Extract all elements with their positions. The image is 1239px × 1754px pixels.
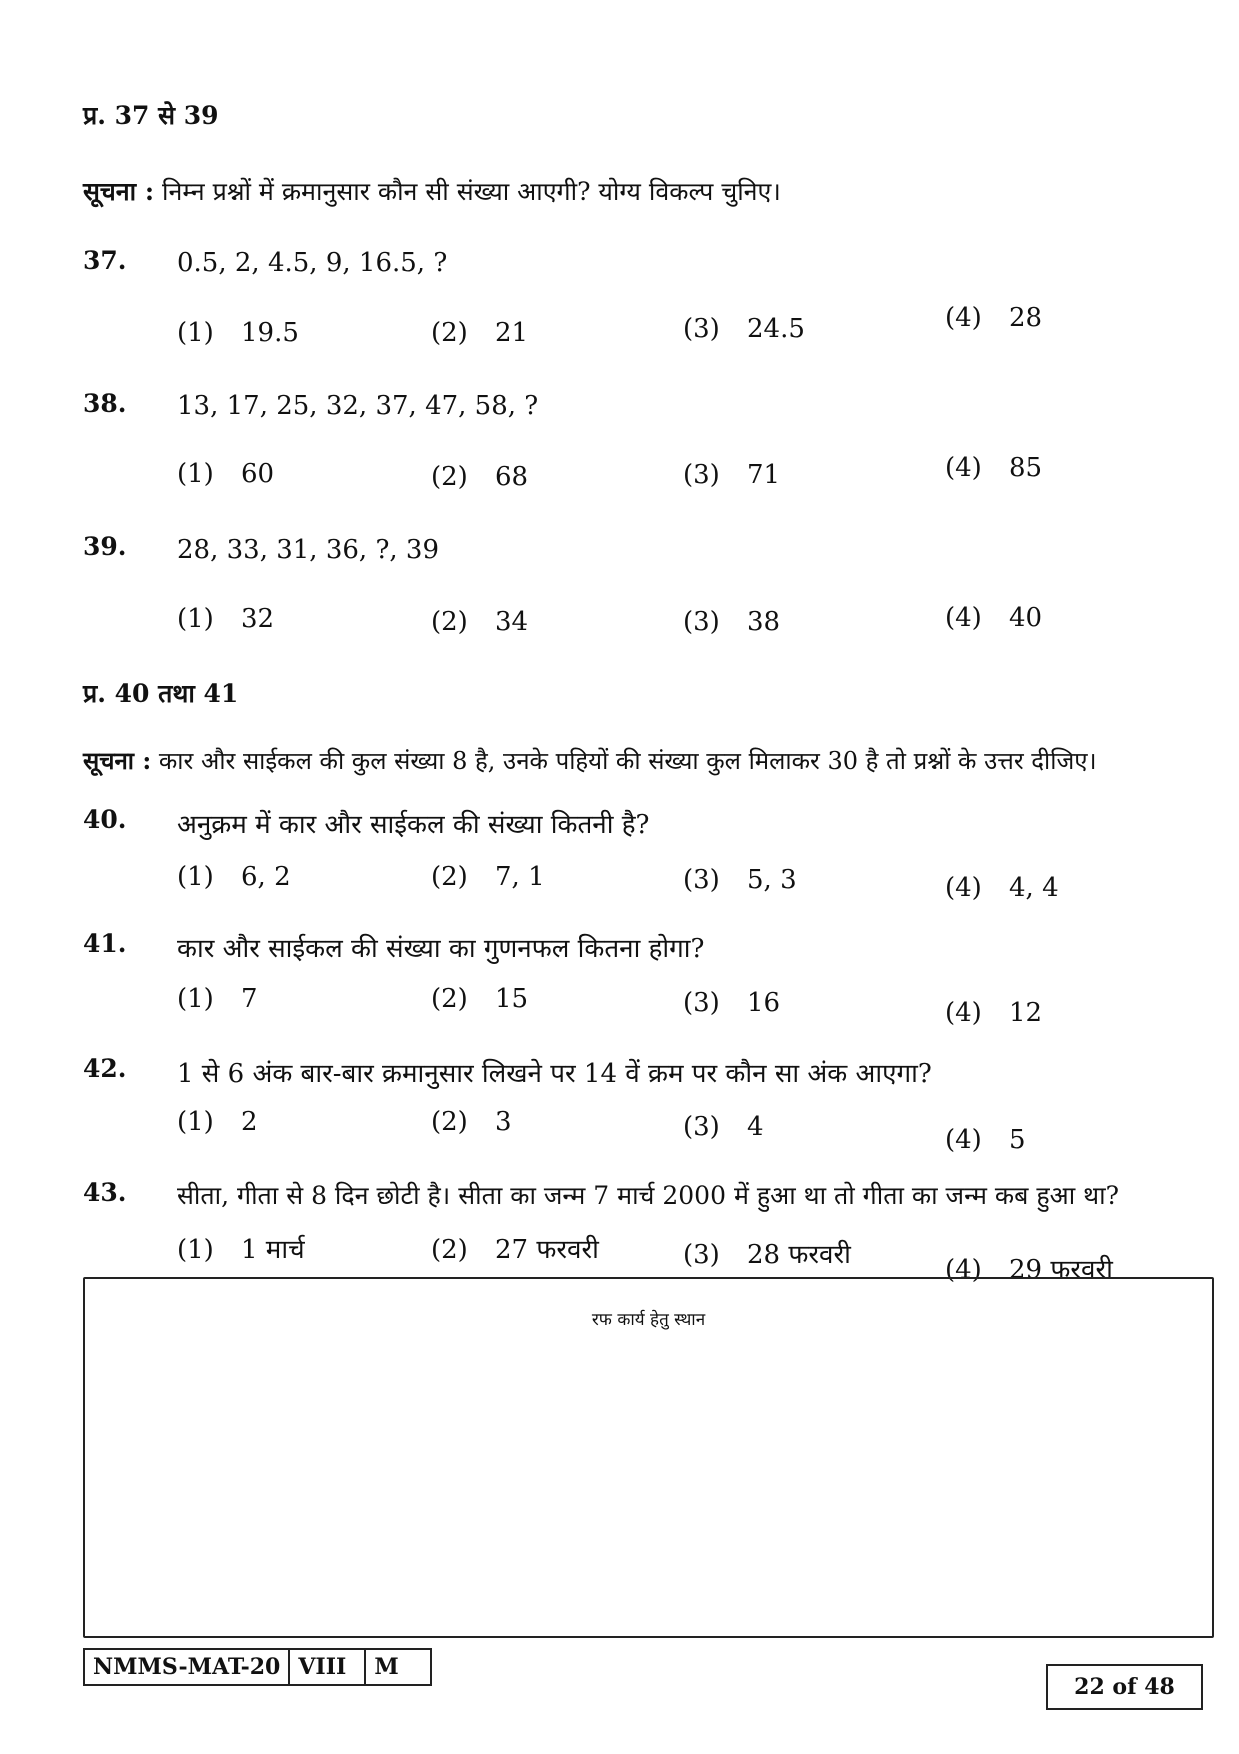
option-number: (2) — [431, 462, 468, 492]
option-number: (2) — [431, 318, 468, 348]
option-number: (2) — [431, 1235, 468, 1265]
option-4 — [945, 998, 1042, 1028]
section-note-40-41 — [83, 744, 1097, 777]
note-text: निम्न प्रश्नों में क्रमानुसार कौन सी संख्या आएगी? योग्य विकल्प चुनिए। — [162, 177, 781, 206]
question-text: सीता, गीता से 8 दिन छोटी है। सीता का जन्म 7 मार्च 2000 में हुआ था तो गीता का जन्म कब हुआ था? — [177, 1181, 1119, 1210]
option-value: 2 — [241, 1107, 258, 1137]
option-number: (3) — [683, 865, 720, 895]
option-3 — [683, 460, 780, 490]
option-value: 29 फरवरी — [1009, 1255, 1113, 1285]
option-2 — [431, 984, 528, 1014]
option-2 — [431, 462, 528, 492]
option-value: 27 फरवरी — [495, 1235, 599, 1265]
option-1 — [177, 1230, 305, 1266]
question-number: 42. — [83, 1054, 127, 1083]
option-number: (3) — [683, 460, 720, 490]
option-value: 21 — [495, 318, 529, 348]
option-4 — [945, 603, 1042, 633]
option-2 — [431, 607, 528, 637]
question-number: 41. — [83, 929, 127, 958]
option-number: (4) — [945, 453, 982, 483]
option-value: 40 — [1009, 603, 1043, 633]
option-number: (3) — [683, 1240, 720, 1270]
option-value: 15 — [495, 984, 529, 1014]
option-3 — [683, 988, 780, 1018]
option-2 — [431, 862, 545, 892]
option-4 — [945, 873, 1059, 903]
section-note-37-39 — [83, 174, 781, 208]
question-text: अनुक्रम में कार और साईकल की संख्या कितनी है? — [177, 810, 650, 840]
option-number: (3) — [683, 607, 720, 637]
option-1 — [177, 459, 274, 489]
option-value: 28 — [1009, 303, 1043, 333]
option-value: 85 — [1009, 453, 1043, 483]
option-number: (2) — [431, 862, 468, 892]
option-value: 16 — [747, 988, 781, 1018]
option-value: 60 — [241, 459, 275, 489]
option-2 — [431, 318, 528, 348]
question-text: 28, 33, 31, 36, ?, 39 — [177, 535, 440, 565]
paper-code-box — [83, 1648, 432, 1686]
question-number: 40. — [83, 805, 127, 834]
option-value: 3 — [495, 1107, 512, 1137]
question-number: 39. — [83, 532, 127, 561]
option-value: 24.5 — [747, 314, 805, 344]
option-number: (3) — [683, 988, 720, 1018]
section-heading-37-39: प्र. 37 से 39 — [83, 101, 219, 130]
option-number: (1) — [177, 318, 214, 348]
option-number: (2) — [431, 984, 468, 1014]
question-number: 43. — [83, 1178, 127, 1207]
option-2 — [431, 1230, 599, 1266]
option-number: (3) — [683, 1112, 720, 1142]
question-number: 37. — [83, 246, 127, 275]
rough-work-box — [83, 1277, 1214, 1638]
option-1 — [177, 604, 274, 634]
option-value: 7 — [241, 984, 258, 1014]
option-number: (4) — [945, 873, 982, 903]
option-4 — [945, 1125, 1026, 1155]
option-value: 7, 1 — [495, 862, 545, 892]
option-number: (2) — [431, 1107, 468, 1137]
option-value: 19.5 — [241, 318, 299, 348]
option-number: (4) — [945, 1255, 982, 1285]
option-number: (2) — [431, 607, 468, 637]
option-4 — [945, 453, 1042, 483]
option-value: 28 फरवरी — [747, 1240, 851, 1270]
option-number: (4) — [945, 998, 982, 1028]
option-number: (1) — [177, 1107, 214, 1137]
option-1 — [177, 1107, 258, 1137]
option-number: (3) — [683, 314, 720, 344]
option-value: 68 — [495, 462, 529, 492]
option-number: (4) — [945, 1125, 982, 1155]
section-heading-40-41: प्र. 40 तथा 41 — [83, 679, 239, 708]
question-text: 1 से 6 अंक बार-बार क्रमानुसार लिखने पर 14 वें क्रम पर कौन सा अंक आएगा? — [177, 1059, 932, 1089]
option-value: 5, 3 — [747, 865, 797, 895]
option-value: 5 — [1009, 1125, 1026, 1155]
option-number: (1) — [177, 459, 214, 489]
option-3 — [683, 1112, 764, 1142]
option-3 — [683, 1235, 851, 1271]
option-number: (1) — [177, 1235, 214, 1265]
option-1 — [177, 318, 299, 348]
option-2 — [431, 1107, 512, 1137]
option-value: 12 — [1009, 998, 1043, 1028]
option-value: 1 मार्च — [241, 1235, 305, 1265]
option-number: (4) — [945, 603, 982, 633]
question-number: 38. — [83, 389, 127, 418]
option-number: (4) — [945, 303, 982, 333]
option-number: (1) — [177, 862, 214, 892]
option-number: (1) — [177, 984, 214, 1014]
option-number: (1) — [177, 604, 214, 634]
option-value: 4, 4 — [1009, 873, 1059, 903]
option-value: 71 — [747, 460, 781, 490]
note-text: कार और साईकल की कुल संख्या 8 है, उनके पहियों की संख्या कुल मिलाकर 30 है तो प्रश्नों के उत्तर दीजिए। — [158, 747, 1097, 775]
note-label: सूचना : — [83, 177, 155, 206]
option-value: 6, 2 — [241, 862, 291, 892]
option-1 — [177, 984, 258, 1014]
question-text: 13, 17, 25, 32, 37, 47, 58, ? — [177, 391, 539, 421]
option-4 — [945, 303, 1042, 333]
note-label: सूचना : — [83, 746, 152, 775]
option-value: 32 — [241, 604, 275, 634]
question-text: कार और साईकल की संख्या का गुणनफल कितना होगा? — [177, 934, 705, 964]
option-3 — [683, 314, 805, 344]
rough-work-label: रफ कार्य हेतु स्थान — [591, 1310, 706, 1330]
option-value: 38 — [747, 607, 781, 637]
option-1 — [177, 862, 291, 892]
paper-code: NMMS-MAT-20 — [93, 1654, 281, 1680]
option-value: 4 — [747, 1112, 764, 1142]
option-value: 34 — [495, 607, 529, 637]
question-text: 0.5, 2, 4.5, 9, 16.5, ? — [177, 248, 448, 278]
medium-code: M — [364, 1650, 430, 1684]
class-code: VIII — [288, 1650, 364, 1684]
option-3 — [683, 607, 780, 637]
option-3 — [683, 865, 797, 895]
page-number: 22 of 48 — [1046, 1664, 1203, 1710]
